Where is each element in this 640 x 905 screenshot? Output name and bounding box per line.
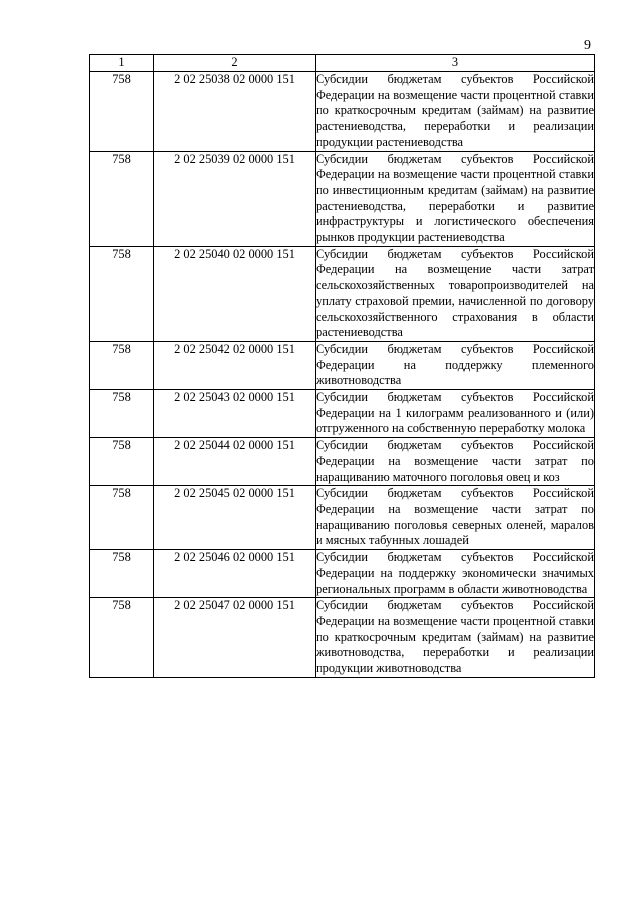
table-row (90, 390, 595, 438)
admin-code-cell: 758 (90, 246, 154, 341)
budget-code-cell: 2 02 25045 02 0000 151 (154, 486, 316, 550)
income-name-cell: Субсидии бюджетам субъектов Российской Федерации на поддержку экономически значимых региональных программ в области животноводства (316, 550, 595, 598)
admin-code-cell: 758 (90, 390, 154, 438)
table-header-row (90, 55, 595, 72)
income-name-cell: Субсидии бюджетам субъектов Российской Федерации на возмещение части процентной ставки по краткосрочным кредитам (займам) на развитие животноводства, переработки и реализации продукции животноводства (316, 598, 595, 678)
income-name-cell: Субсидии бюджетам субъектов Российской Федерации на поддержку племенного животноводства (316, 341, 595, 389)
admin-code-cell: 758 (90, 486, 154, 550)
admin-code-cell: 758 (90, 151, 154, 246)
budget-code-cell: 2 02 25047 02 0000 151 (154, 598, 316, 678)
table-row (90, 486, 595, 550)
admin-code-cell: 758 (90, 438, 154, 486)
budget-code-cell: 2 02 25043 02 0000 151 (154, 390, 316, 438)
income-name-cell: Субсидии бюджетам субъектов Российской Федерации на возмещение части затрат по наращиванию поголовья северных оленей, маралов и мясных табунных лошадей (316, 486, 595, 550)
budget-code-cell: 2 02 25044 02 0000 151 (154, 438, 316, 486)
budget-code-cell: 2 02 25039 02 0000 151 (154, 151, 316, 246)
income-name-cell: Субсидии бюджетам субъектов Российской Федерации на возмещение части затрат по наращиванию маточного поголовья овец и коз (316, 438, 595, 486)
table-row (90, 341, 595, 389)
column-header-admin: 1 (90, 55, 154, 72)
budget-code-cell: 2 02 25038 02 0000 151 (154, 72, 316, 152)
income-name-cell: Субсидии бюджетам субъектов Российской Федерации на возмещение части процентной ставки по краткосрочным кредитам (займам) на развитие растениеводства, переработки и реализации продукции растениеводства (316, 72, 595, 152)
budget-code-cell: 2 02 25046 02 0000 151 (154, 550, 316, 598)
table-row (90, 246, 595, 341)
admin-code-cell: 758 (90, 72, 154, 152)
page-number: 9 (584, 38, 591, 53)
budget-code-cell: 2 02 25042 02 0000 151 (154, 341, 316, 389)
column-header-code: 2 (154, 55, 316, 72)
income-name-cell: Субсидии бюджетам субъектов Российской Федерации на возмещение части процентной ставки по инвестиционным кредитам (займам) на развитие растениеводства, переработки и развитие инфраструктуры и логистического обеспечения рынков продукции растениеводства (316, 151, 595, 246)
budget-classification-table (89, 54, 595, 678)
column-header-name: 3 (316, 55, 595, 72)
income-name-cell: Субсидии бюджетам субъектов Российской Федерации на возмещение части затрат сельскохозяйственных товаропроизводителей на уплату страховой премии, начисленной по договору сельскохозяйственного страхования в области растениеводства (316, 246, 595, 341)
income-name-cell: Субсидии бюджетам субъектов Российской Федерации на 1 килограмм реализованного и (или) отгруженного на собственную переработку молока (316, 390, 595, 438)
admin-code-cell: 758 (90, 341, 154, 389)
table-row (90, 550, 595, 598)
table-row (90, 72, 595, 152)
admin-code-cell: 758 (90, 550, 154, 598)
table-row (90, 438, 595, 486)
budget-code-cell: 2 02 25040 02 0000 151 (154, 246, 316, 341)
admin-code-cell: 758 (90, 598, 154, 678)
table-row (90, 151, 595, 246)
table-row (90, 598, 595, 678)
